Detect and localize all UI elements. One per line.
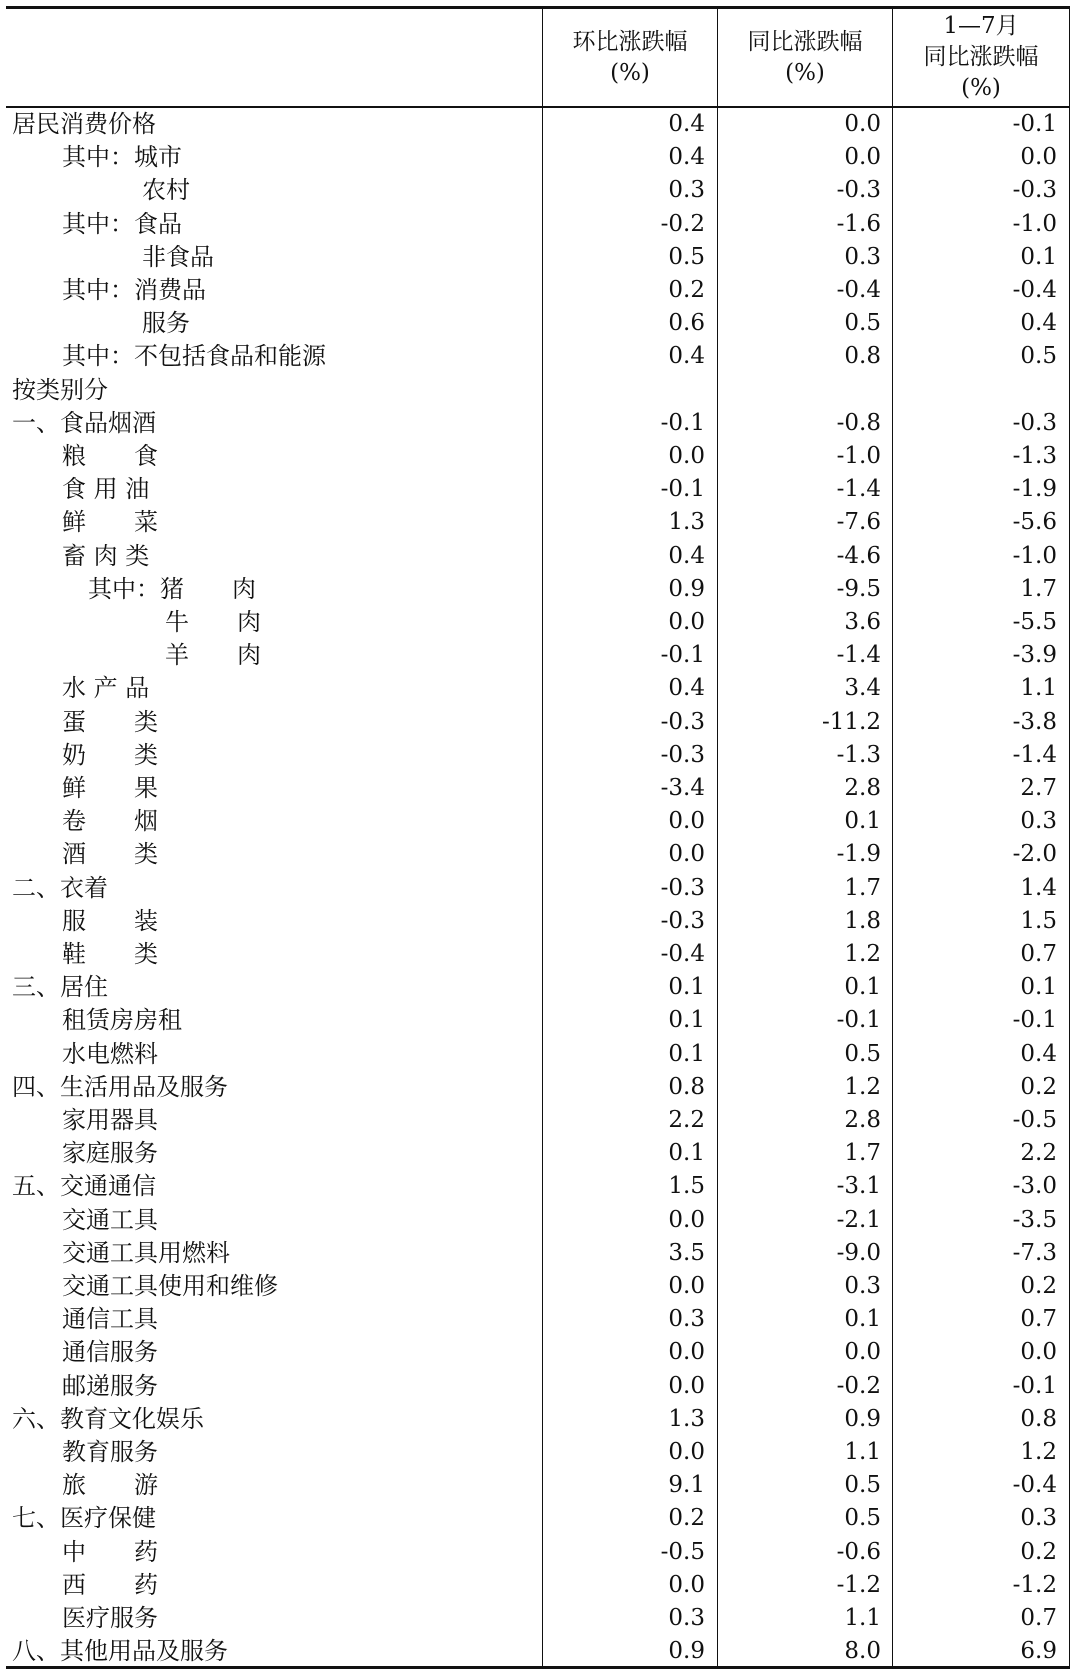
mom-value: 0.5: [668, 243, 705, 270]
ytd-value: 1.4: [1020, 874, 1057, 901]
ytd-value: 0.5: [1020, 343, 1057, 370]
row-label: 非食品: [142, 242, 214, 271]
mom-value: 3.5: [668, 1239, 705, 1266]
yoy-value: 8.0: [844, 1638, 881, 1665]
yoy-value: -0.4: [836, 277, 881, 303]
yoy-value: -1.4: [836, 642, 881, 669]
yoy-value: -1.9: [836, 841, 881, 868]
table-row: [0, 805, 1070, 838]
yoy-value: 1.7: [844, 874, 881, 901]
ytd-value: -5.5: [1012, 609, 1057, 635]
mom-value: 0.2: [668, 277, 705, 303]
yoy-value: 1.8: [844, 907, 881, 934]
row-label: 通信工具: [62, 1305, 158, 1334]
table-row: [0, 1004, 1070, 1037]
ytd-value: -1.3: [1012, 443, 1057, 469]
table-row: [0, 1204, 1070, 1237]
table-row: [0, 606, 1070, 639]
row-label: 租赁房房租: [62, 1006, 182, 1035]
mom-value: 1.5: [668, 1173, 705, 1200]
yoy-value: 0.5: [844, 310, 881, 337]
table-row: [0, 1436, 1070, 1469]
ytd-value: -3.5: [1012, 1206, 1057, 1233]
table-row: [0, 1170, 1070, 1203]
yoy-value: -3.1: [836, 1173, 881, 1200]
ytd-value: 1.2: [1020, 1439, 1057, 1465]
table-row: [0, 374, 1070, 407]
ytd-value: 1.7: [1020, 575, 1057, 602]
yoy-value: 0.0: [844, 111, 881, 137]
row-label: 家庭服务: [62, 1139, 158, 1168]
row-label: 六、教育文化娱乐: [12, 1404, 204, 1433]
row-label: 鲜 果: [62, 774, 158, 802]
ytd-value: 6.9: [1020, 1638, 1057, 1665]
mom-value: -0.1: [660, 476, 705, 503]
yoy-value: -0.8: [836, 409, 881, 436]
mom-value: -0.3: [660, 741, 705, 768]
table-row: [0, 1536, 1070, 1569]
ytd-value: -7.3: [1012, 1239, 1057, 1266]
row-label: 水 产 品: [62, 674, 150, 703]
mom-value: 0.0: [668, 1273, 705, 1299]
row-label: 羊 肉: [165, 641, 261, 670]
mom-value: 0.0: [668, 1372, 705, 1399]
row-label: 蛋 类: [62, 707, 158, 736]
ytd-value: 2.7: [1020, 775, 1057, 801]
ytd-value: -0.5: [1012, 1107, 1057, 1133]
table-row: [0, 540, 1070, 573]
mom-value: 0.0: [668, 443, 705, 469]
ytd-value: -0.1: [1012, 111, 1057, 137]
row-label: 七、医疗保健: [12, 1504, 156, 1533]
mom-value: 0.3: [668, 1605, 705, 1631]
row-label: 其中：猪 肉: [88, 574, 256, 603]
yoy-value: 1.1: [844, 1439, 881, 1465]
ytd-value: 0.2: [1020, 1538, 1057, 1565]
ytd-value: 0.2: [1020, 1073, 1057, 1100]
header-ytd-period: 1—7月: [943, 13, 1019, 39]
mom-value: 0.4: [668, 343, 705, 370]
yoy-value: -2.1: [836, 1206, 881, 1233]
mom-value: 0.0: [668, 808, 705, 835]
mom-value: 0.0: [668, 1439, 705, 1465]
ytd-value: 0.0: [1020, 1339, 1057, 1366]
ytd-value: -1.9: [1012, 476, 1057, 503]
yoy-value: 3.4: [844, 675, 881, 702]
ytd-value: -1.0: [1012, 210, 1057, 237]
ytd-value: 1.1: [1020, 675, 1057, 702]
ytd-value: [895, 374, 1057, 407]
row-label: 八、其他用品及服务: [12, 1637, 228, 1666]
table-row: [0, 1137, 1070, 1170]
table-row: [0, 108, 1070, 141]
row-label: 食 用 油: [62, 475, 150, 504]
row-label: 卷 烟: [62, 807, 158, 836]
table-row: [0, 938, 1070, 971]
mom-value: -0.2: [660, 210, 705, 237]
yoy-value: 0.1: [844, 1306, 881, 1333]
header-mom-title: 环比涨跌幅: [572, 28, 688, 55]
yoy-value: -9.0: [836, 1239, 881, 1266]
ytd-value: -0.3: [1012, 177, 1057, 204]
yoy-value: 1.2: [844, 941, 881, 967]
ytd-value: -0.1: [1012, 1372, 1057, 1399]
mom-value: 0.9: [668, 1638, 705, 1665]
table-row: [0, 506, 1070, 539]
table-row: [0, 208, 1070, 241]
ytd-value: 0.8: [1020, 1405, 1057, 1432]
mom-value: 9.1: [668, 1472, 705, 1499]
mom-value: 1.3: [668, 1405, 705, 1432]
row-label: 交通工具用燃料: [62, 1238, 230, 1267]
row-label: 酒 类: [62, 840, 158, 869]
yoy-value: -1.3: [836, 741, 881, 768]
yoy-value: 1.2: [844, 1073, 881, 1100]
table-row: [0, 672, 1070, 705]
ytd-value: -0.3: [1012, 409, 1057, 436]
mom-value: 0.0: [668, 841, 705, 868]
mom-value: 0.8: [668, 1073, 705, 1100]
mom-value: 0.6: [668, 310, 705, 337]
table-row: [0, 739, 1070, 772]
yoy-value: 1.7: [844, 1140, 881, 1167]
yoy-value: -1.4: [836, 476, 881, 503]
mom-value: 1.3: [668, 509, 705, 536]
yoy-value: 0.3: [844, 243, 881, 270]
mom-value: 0.3: [668, 1306, 705, 1333]
table-row: [0, 407, 1070, 440]
mom-value: 0.1: [668, 974, 705, 1001]
row-label: 农村: [142, 176, 190, 205]
table-row: [0, 905, 1070, 938]
table-row: [0, 1336, 1070, 1369]
ytd-value: -3.8: [1012, 708, 1057, 735]
yoy-value: -1.2: [836, 1571, 881, 1598]
ytd-value: 0.7: [1020, 1306, 1057, 1333]
table-row: [0, 1469, 1070, 1502]
mom-value: 2.2: [668, 1107, 705, 1133]
yoy-value: -0.3: [836, 177, 881, 204]
row-label: 水电燃料: [62, 1039, 158, 1068]
mom-value: -0.5: [660, 1538, 705, 1565]
row-label: 二、衣着: [12, 873, 108, 902]
mom-value: -0.3: [660, 874, 705, 901]
table-row: [0, 706, 1070, 739]
mom-value: 0.4: [668, 111, 705, 137]
table-row: [0, 141, 1070, 174]
header-ytd-unit: (%): [961, 75, 1001, 101]
ytd-value: -5.6: [1012, 509, 1057, 536]
yoy-value: 0.3: [844, 1273, 881, 1299]
yoy-value: -1.0: [836, 443, 881, 469]
mom-value: -0.1: [660, 642, 705, 669]
ytd-value: 0.1: [1020, 974, 1057, 1001]
row-label: 旅 游: [62, 1471, 158, 1500]
yoy-value: 1.1: [844, 1605, 881, 1631]
row-label: 服务: [142, 309, 190, 338]
mom-value: -0.1: [660, 409, 705, 436]
table-row: [0, 1071, 1070, 1104]
yoy-value: 0.8: [844, 343, 881, 370]
ytd-value: -3.0: [1012, 1173, 1057, 1200]
yoy-value: 2.8: [844, 775, 881, 801]
yoy-value: -11.2: [822, 708, 881, 735]
ytd-value: 1.5: [1020, 907, 1057, 934]
ytd-value: 0.3: [1020, 808, 1057, 835]
ytd-value: -1.2: [1012, 1571, 1057, 1598]
mom-value: -0.3: [660, 708, 705, 735]
row-label: 一、食品烟酒: [12, 408, 156, 437]
mom-value: 0.0: [668, 1571, 705, 1598]
yoy-value: -7.6: [836, 509, 881, 536]
table-row: [0, 1038, 1070, 1071]
row-label: 奶 类: [62, 740, 158, 769]
ytd-value: -1.0: [1012, 542, 1057, 569]
header-mom: [543, 9, 717, 106]
ytd-value: 0.0: [1020, 144, 1057, 171]
yoy-value: 0.1: [844, 974, 881, 1001]
table-row: [0, 1237, 1070, 1270]
mom-value: 0.3: [668, 177, 705, 204]
yoy-value: -0.6: [836, 1538, 881, 1565]
table-row: [0, 307, 1070, 340]
row-label: 其中：不包括食品和能源: [62, 342, 326, 371]
table-row: [0, 241, 1070, 274]
table-row: [0, 573, 1070, 606]
mom-value: 0.1: [668, 1007, 705, 1034]
row-label: 三、居住: [12, 973, 108, 1002]
table-row: [0, 174, 1070, 207]
row-label: 牛 肉: [165, 608, 261, 636]
table-row: [0, 838, 1070, 871]
ytd-value: -0.4: [1012, 277, 1057, 303]
row-label: 西 药: [62, 1570, 158, 1599]
ytd-value: 0.4: [1020, 1040, 1057, 1067]
mom-value: 0.0: [668, 1339, 705, 1366]
ytd-value: -1.4: [1012, 741, 1057, 768]
yoy-value: -9.5: [836, 575, 881, 602]
row-label: 家用器具: [62, 1106, 158, 1134]
mom-value: -0.3: [660, 907, 705, 934]
ytd-value: 2.2: [1020, 1140, 1057, 1167]
yoy-value: 3.6: [844, 609, 881, 635]
table-row: [0, 1303, 1070, 1336]
yoy-value: -1.6: [836, 210, 881, 237]
mom-value: [545, 374, 705, 407]
table-row: [0, 1602, 1070, 1635]
yoy-value: 0.0: [844, 144, 881, 171]
table-row: [0, 772, 1070, 805]
table-row: [0, 1403, 1070, 1436]
row-label: 其中：消费品: [62, 276, 206, 304]
table-row: [0, 1635, 1070, 1668]
row-label: 其中：城市: [62, 143, 182, 172]
yoy-value: [720, 374, 881, 407]
yoy-value: -0.1: [836, 1007, 881, 1034]
mom-value: 0.9: [668, 575, 705, 602]
ytd-value: 0.7: [1020, 1605, 1057, 1631]
row-label: 鲜 菜: [62, 508, 158, 537]
yoy-value: 2.8: [844, 1107, 881, 1133]
row-label: 通信服务: [62, 1338, 158, 1367]
mom-value: 0.1: [668, 1040, 705, 1067]
row-label: 按类别分: [12, 375, 108, 404]
ytd-value: -0.1: [1012, 1007, 1057, 1034]
yoy-value: 0.5: [844, 1472, 881, 1499]
mom-value: -3.4: [660, 775, 705, 801]
table-row: [0, 1569, 1070, 1602]
header-yoy: [718, 9, 892, 106]
table-row: [0, 274, 1070, 307]
row-label: 医疗服务: [62, 1604, 158, 1632]
yoy-value: -0.2: [836, 1372, 881, 1399]
ytd-value: 0.2: [1020, 1273, 1057, 1299]
table-row: [0, 1270, 1070, 1303]
table-row: [0, 639, 1070, 672]
header-yoy-title: 同比涨跌幅: [747, 28, 863, 55]
table-row: [0, 440, 1070, 473]
yoy-value: -4.6: [836, 542, 881, 569]
ytd-value: 0.7: [1020, 941, 1057, 967]
row-label: 邮递服务: [62, 1371, 158, 1400]
table-row: [0, 971, 1070, 1004]
row-label: 其中：食品: [62, 209, 182, 238]
ytd-value: 0.3: [1020, 1505, 1057, 1532]
row-label: 中 药: [62, 1537, 158, 1566]
yoy-value: 0.5: [844, 1505, 881, 1532]
mom-value: 0.4: [668, 144, 705, 171]
ytd-value: -3.9: [1012, 642, 1057, 669]
yoy-value: 0.0: [844, 1339, 881, 1366]
yoy-value: 0.9: [844, 1405, 881, 1432]
row-label: 五、交通通信: [12, 1172, 156, 1201]
table-row: [0, 473, 1070, 506]
mom-value: 0.1: [668, 1140, 705, 1167]
table-row: [0, 1502, 1070, 1535]
header-yoy-unit: (%): [785, 59, 825, 86]
row-label: 教育服务: [62, 1438, 158, 1466]
ytd-value: 0.4: [1020, 310, 1057, 337]
table-row: [0, 1370, 1070, 1403]
mom-value: 0.4: [668, 542, 705, 569]
table-row: [0, 872, 1070, 905]
row-label: 鞋 类: [62, 940, 158, 968]
header-mom-unit: (%): [610, 59, 650, 86]
ytd-value: -2.0: [1012, 841, 1057, 868]
mom-value: 0.0: [668, 1206, 705, 1233]
mom-value: 0.2: [668, 1505, 705, 1532]
header-ytd-title: 同比涨跌幅: [923, 44, 1039, 70]
row-label: 交通工具: [62, 1205, 158, 1234]
row-label: 交通工具使用和维修: [62, 1272, 278, 1300]
ytd-value: 0.1: [1020, 243, 1057, 270]
table-row: [0, 1104, 1070, 1137]
header-ytd: [893, 9, 1069, 106]
row-label: 服 装: [62, 906, 158, 935]
yoy-value: 0.1: [844, 808, 881, 835]
row-label: 畜 肉 类: [62, 541, 150, 570]
mom-value: -0.4: [660, 941, 705, 967]
ytd-value: -0.4: [1012, 1472, 1057, 1499]
mom-value: 0.4: [668, 675, 705, 702]
row-label: 四、生活用品及服务: [12, 1072, 228, 1101]
row-label: 粮 食: [62, 442, 158, 470]
row-label: 居民消费价格: [12, 110, 156, 138]
yoy-value: 0.5: [844, 1040, 881, 1067]
table-row: [0, 340, 1070, 373]
mom-value: 0.0: [668, 609, 705, 635]
